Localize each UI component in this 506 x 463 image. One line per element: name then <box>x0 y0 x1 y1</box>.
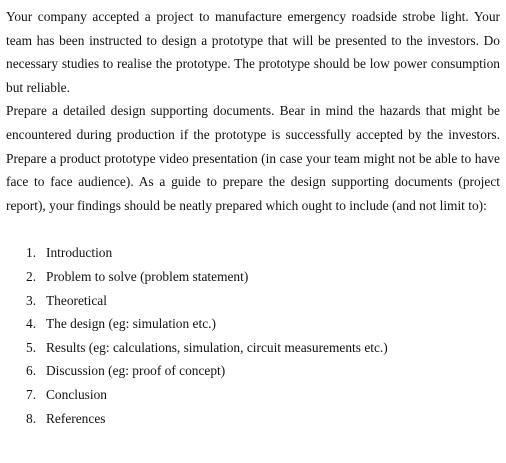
report-contents-list <box>6 241 500 430</box>
list-item-text: Conclusion <box>46 386 108 402</box>
list-item <box>26 383 500 407</box>
instructions-paragraph: Prepare a detailed design supporting documents. Bear in mind the hazards that might be encountered during production if the prototype is successfully accepted by the investors. Prepare a product prototype video presentation (in case your team might not be able to have face to face audience). As a guide to prepare the design supporting documents (project report), your findings should be neatly prepared which ought to include (and not limit to): <box>6 103 500 213</box>
list-item-number: 7. <box>26 386 37 402</box>
list-item-text: Problem to solve (problem statement) <box>46 268 249 284</box>
intro-paragraph: Your company accepted a project to manufacture emergency roadside strobe light. Your team has been instructed to design a prototype that will be presented to the investors. Do necessary studies to realise the prototype. The prototype should be low power consumption but reliable. <box>6 9 500 95</box>
list-item <box>26 289 500 313</box>
list-item <box>26 407 500 431</box>
list-item-text: Discussion (eg: proof of concept) <box>46 363 226 379</box>
list-item <box>26 359 500 383</box>
list-item <box>26 241 500 265</box>
list-item-number: 2. <box>26 268 37 284</box>
list-item <box>26 265 500 289</box>
list-item-text: References <box>46 410 106 426</box>
list-item-text: Theoretical <box>46 292 107 308</box>
list-item <box>26 336 500 360</box>
list-item-text: The design (eg: simulation etc.) <box>46 316 216 332</box>
list-item-number: 8. <box>26 410 37 426</box>
list-item-text: Results (eg: calculations, simulation, circuit measurements etc.) <box>46 339 388 355</box>
list-item-number: 4. <box>26 316 37 332</box>
list-item-number: 6. <box>26 363 37 379</box>
list-item-number: 1. <box>26 245 37 261</box>
list-item <box>26 312 500 336</box>
list-item-number: 3. <box>26 292 37 308</box>
list-item-number: 5. <box>26 339 37 355</box>
list-item-text: Introduction <box>46 245 113 261</box>
